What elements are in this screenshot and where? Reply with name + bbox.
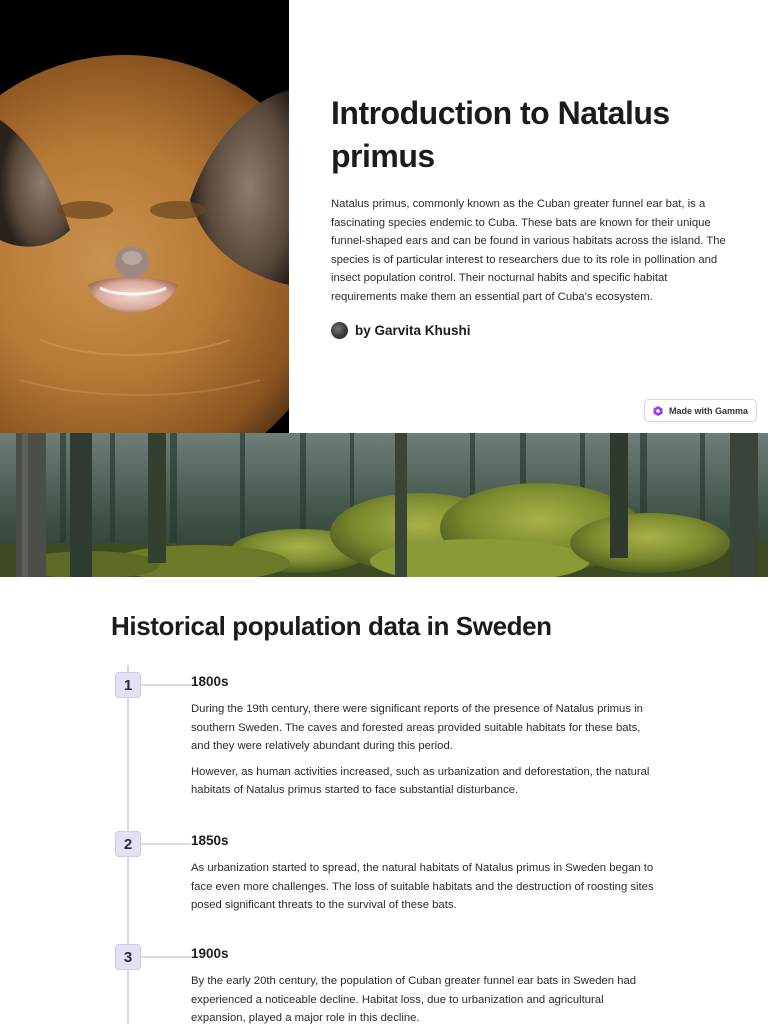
step-paragraph: However, as human activities increased, such as urbanization and deforestation, the natural habitats of Natalus primus started to face substantial disturbance. bbox=[191, 765, 650, 797]
step-title: 1900s bbox=[191, 946, 229, 961]
step-paragraph: During the 19th century, there were significant reports of the presence of Natalus primus in southern Sweden. The caves and forested areas provided suitable habitats for these bats, and they were relatively abundant during this period. bbox=[191, 703, 643, 753]
gamma-logo-icon bbox=[653, 406, 663, 416]
intro-content bbox=[331, 92, 731, 339]
step-paragraph: As urbanization started to spread, the natural habitats of Natalus primus in Sweden began to face even more challenges. The loss of suitable habitats and the destruction of roosting sites posed significant threats to the survival of these bats. bbox=[191, 862, 654, 912]
step-title: 1800s bbox=[191, 674, 229, 689]
intro-slide bbox=[0, 0, 768, 433]
made-with-gamma-label: Made with Gamma bbox=[669, 405, 749, 416]
step-title: 1850s bbox=[191, 833, 229, 848]
intro-description: Natalus primus, commonly known as the Cuban greater funnel ear bat, is a fascinating species endemic to Cuba. These bats are known for their unique funnel-shaped ears and can be found in various habitats across the island. The species is of particular interest to researchers due to its role in pollination and insect population control. Their nocturnal habits and specific habitat requirements make them an essential part of Cuba's ecosystem. bbox=[331, 198, 726, 303]
step-number: 1 bbox=[115, 672, 141, 698]
history-title: Historical population data in Sweden bbox=[111, 611, 552, 641]
step-body bbox=[191, 672, 661, 800]
avatar bbox=[331, 322, 348, 339]
step-body bbox=[191, 944, 661, 1024]
made-with-gamma-button[interactable] bbox=[644, 399, 757, 422]
step-paragraph: By the early 20th century, the population of Cuban greater funnel ear bats in Sweden had experienced a noticeable decline. Habitat loss, due to urbanization and agricultural expansion, played a major role in this decline. bbox=[191, 975, 637, 1024]
forest-banner-image bbox=[0, 433, 768, 577]
step-number: 2 bbox=[115, 831, 141, 857]
step-connector bbox=[141, 956, 191, 958]
step-number: 3 bbox=[115, 944, 141, 970]
page-title: Introduction to Natalus primus bbox=[331, 95, 670, 174]
bat-photo bbox=[0, 0, 289, 433]
history-slide bbox=[0, 577, 768, 1024]
author-byline bbox=[331, 322, 731, 339]
step-connector bbox=[141, 684, 191, 686]
step-connector bbox=[141, 843, 191, 845]
step-body bbox=[191, 831, 661, 915]
author-name: by Garvita Khushi bbox=[355, 322, 471, 338]
